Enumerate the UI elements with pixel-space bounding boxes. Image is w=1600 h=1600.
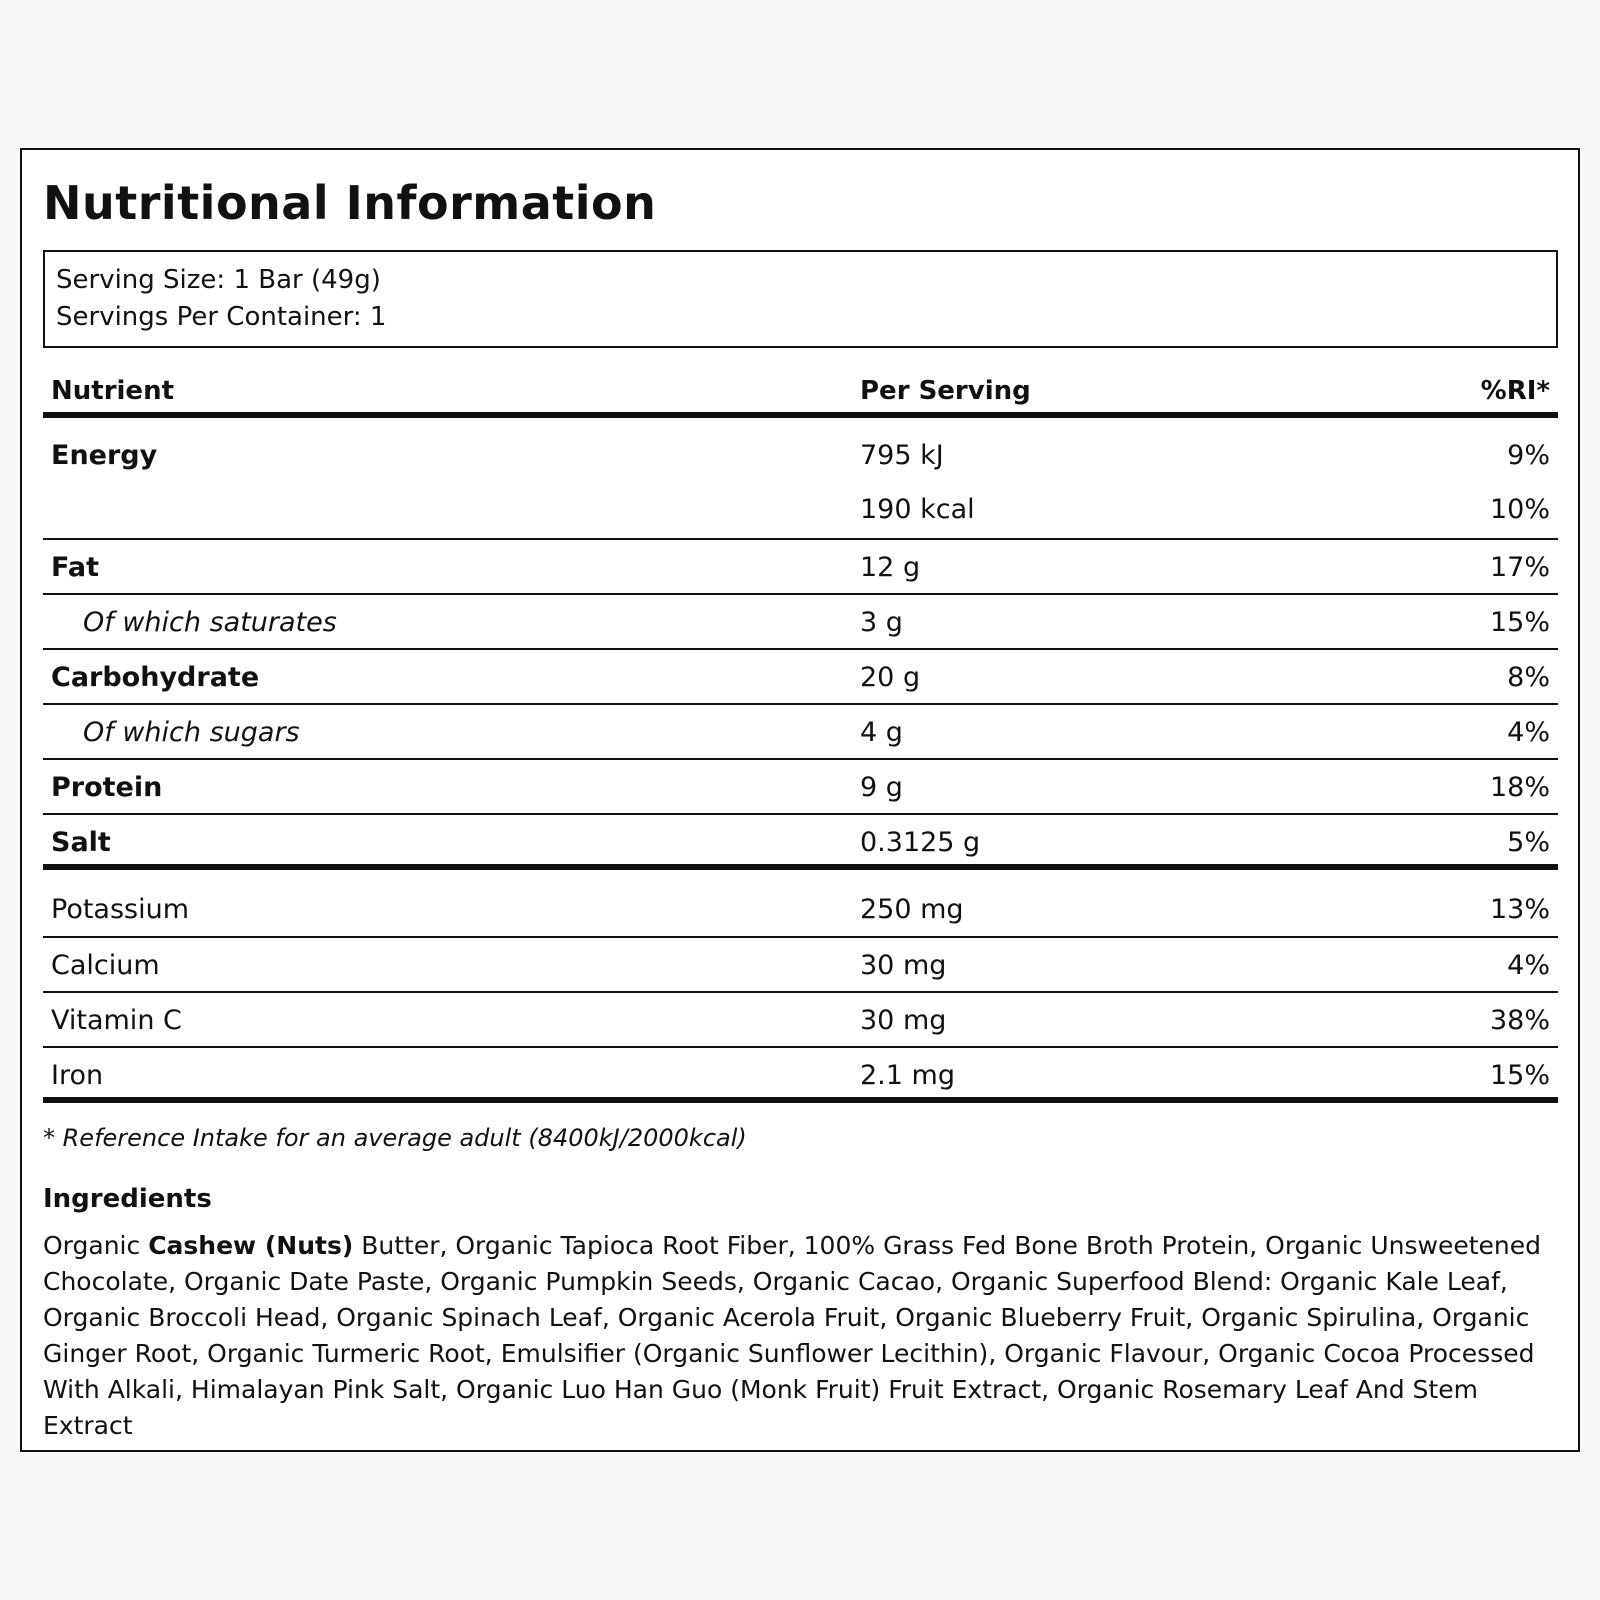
nutrient-value: 30 mg bbox=[860, 950, 947, 981]
nutrient-ri: 5% bbox=[1507, 827, 1550, 858]
table-row-calcium bbox=[43, 938, 1558, 993]
nutrition-label-panel bbox=[20, 148, 1580, 1452]
energy-kcal: 190 kcal bbox=[860, 494, 975, 525]
serving-info-box bbox=[43, 250, 1558, 348]
table-row-carbohydrate bbox=[43, 650, 1558, 705]
nutrient-label: Vitamin C bbox=[51, 1005, 182, 1036]
nutrient-ri: 15% bbox=[1489, 1060, 1550, 1091]
header-per-serving: Per Serving bbox=[860, 376, 1031, 406]
table-row-energy bbox=[43, 418, 1558, 540]
table-row-sugars bbox=[43, 705, 1558, 760]
nutrient-label: Of which sugars bbox=[83, 717, 300, 748]
nutrient-value: 9 g bbox=[860, 772, 903, 803]
nutrient-ri: 8% bbox=[1507, 662, 1550, 693]
nutrient-value: 250 mg bbox=[860, 894, 964, 925]
table-header-row bbox=[43, 362, 1558, 418]
table-row-salt bbox=[43, 815, 1558, 870]
table-row-fat bbox=[43, 540, 1558, 595]
nutrition-table bbox=[43, 362, 1558, 1103]
nutrient-label: Fat bbox=[51, 552, 99, 583]
nutrient-label: Protein bbox=[51, 772, 163, 803]
table-row-vitamin-c bbox=[43, 993, 1558, 1048]
reference-intake-footnote: * Reference Intake for an average adult (8400kJ/2000kcal) bbox=[43, 1124, 747, 1152]
nutrient-value: 12 g bbox=[860, 552, 921, 583]
header-ri: %RI* bbox=[1480, 376, 1550, 406]
energy-label: Energy bbox=[51, 440, 158, 471]
nutrient-value: 30 mg bbox=[860, 1005, 947, 1036]
ingredients-rest: Butter, Organic Tapioca Root Fiber, 100% Grass Fed Bone Broth Protein, Organic Unsweetened Chocolate, Organic Date Paste, Organic Pumpkin Seeds, Organic Cacao, Organic Superfood Blend: Organic Kale Leaf, Organic Broccoli Head, Organic Spinach Leaf, Organic Acerola Fruit, Organic Blueberry Fruit, Organic Spirulina, Organic Ginger Root, Organic Turmeric Root, Emulsifier (Organic Sunflower Lecithin), Organic Flavour, Organic Cocoa Processed With Alkali, Himalayan Pink Salt, Organic Luo Han Guo (Monk Fruit) Fruit Extract, Organic Rosemary Leaf And Stem Extract bbox=[43, 1231, 1541, 1440]
nutrient-label: Of which saturates bbox=[83, 607, 337, 638]
allergen-highlight: Cashew (Nuts) bbox=[148, 1231, 354, 1260]
table-row-iron bbox=[43, 1048, 1558, 1103]
nutrient-value: 2.1 mg bbox=[860, 1060, 955, 1091]
nutrient-ri: 13% bbox=[1489, 894, 1550, 925]
nutrient-ri: 15% bbox=[1489, 607, 1550, 638]
serving-size: Serving Size: 1 Bar (49g) bbox=[56, 265, 381, 295]
ingredients-text bbox=[43, 1228, 1558, 1444]
nutrient-label: Carbohydrate bbox=[51, 662, 260, 693]
table-row-saturates bbox=[43, 595, 1558, 650]
header-nutrient: Nutrient bbox=[51, 376, 175, 406]
ingredients-heading: Ingredients bbox=[43, 1184, 212, 1214]
nutrient-label: Iron bbox=[51, 1060, 104, 1091]
nutrient-value: 0.3125 g bbox=[860, 827, 981, 858]
energy-kcal-ri: 10% bbox=[1489, 494, 1550, 525]
nutrient-value: 3 g bbox=[860, 607, 903, 638]
nutrient-label: Salt bbox=[51, 827, 111, 858]
nutrient-ri: 38% bbox=[1489, 1005, 1550, 1036]
nutrient-ri: 18% bbox=[1489, 772, 1550, 803]
page-title: Nutritional Information bbox=[43, 176, 657, 230]
servings-per-container: Servings Per Container: 1 bbox=[56, 302, 387, 332]
nutrient-ri: 17% bbox=[1489, 552, 1550, 583]
nutrient-label: Potassium bbox=[51, 894, 190, 925]
table-row-protein bbox=[43, 760, 1558, 815]
table-row-potassium bbox=[43, 870, 1558, 938]
energy-kj-ri: 9% bbox=[1507, 440, 1550, 471]
nutrient-value: 4 g bbox=[860, 717, 903, 748]
nutrient-ri: 4% bbox=[1507, 717, 1550, 748]
nutrient-ri: 4% bbox=[1507, 950, 1550, 981]
nutrient-value: 20 g bbox=[860, 662, 921, 693]
energy-kj: 795 kJ bbox=[860, 440, 944, 471]
nutrient-label: Calcium bbox=[51, 950, 160, 981]
ingredients-prefix: Organic bbox=[43, 1231, 149, 1260]
